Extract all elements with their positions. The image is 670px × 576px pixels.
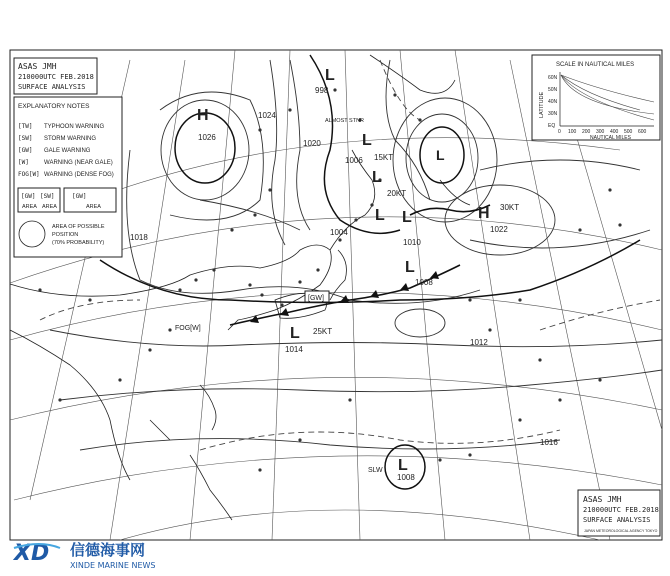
- wind-speed-label: 15KT: [374, 153, 394, 162]
- area-code-gw: [GW]: [21, 193, 36, 200]
- logo-mark: XD: [14, 541, 50, 566]
- scale-title: SCALE IN NAUTICAL MILES: [556, 62, 635, 68]
- gale-warning-label: [GW]: [308, 295, 324, 302]
- pressure-label-1016: 1016: [540, 438, 558, 447]
- scale-x-tick: 400: [610, 129, 619, 135]
- legend-code: FOG[W]: [18, 171, 40, 178]
- logo-chinese: 信德海事网: [70, 541, 146, 559]
- footer-line-1: ASAS JMH: [583, 495, 622, 504]
- legend-text: TYPHOON WARNING: [44, 124, 105, 130]
- footer-agency: JAPAN METEOROLOGICAL AGENCY TOKYO: [584, 529, 658, 533]
- pressure-label-1018: 1018: [130, 233, 148, 242]
- legend-title: EXPLANATORY NOTES: [18, 103, 90, 110]
- pressure-label-1012: 1012: [470, 338, 488, 347]
- area-word: AREA: [86, 204, 101, 210]
- footer-info-box: [578, 490, 660, 536]
- low-symbol: L: [325, 67, 335, 84]
- low-symbol: L: [402, 209, 412, 226]
- scale-lat-tick: 60N: [548, 75, 558, 81]
- scale-lat-tick: 40N: [548, 99, 558, 105]
- area-code-sw: [SW]: [40, 193, 55, 200]
- scale-x-tick: 500: [624, 129, 633, 135]
- footer-line-2: 210000UTC FEB.2018: [583, 506, 659, 514]
- scale-x-tick: 300: [596, 129, 605, 135]
- pressure-label-1008b: 1008: [397, 473, 415, 482]
- legend-text: WARNING (DENSE FOG): [44, 172, 114, 178]
- scale-x-label: NAUTICAL MILES: [590, 135, 631, 141]
- pressure-label-1020: 1020: [303, 139, 321, 148]
- slw-label: SLW: [368, 467, 383, 474]
- explanatory-notes-box: [14, 97, 122, 257]
- header-line-3: SURFACE ANALYSIS: [18, 83, 86, 91]
- scale-lat-tick: 50N: [548, 87, 558, 93]
- scale-x-tick: 200: [582, 129, 591, 135]
- pressure-label-1006: 1006: [345, 156, 363, 165]
- pressure-label-1004: 1004: [330, 228, 348, 237]
- low-symbol: L: [375, 207, 385, 224]
- legend-code: [W]: [18, 159, 29, 166]
- area-word: AREA: [22, 204, 37, 210]
- high-symbol: H: [197, 107, 209, 124]
- area-word: AREA: [42, 204, 57, 210]
- possible-position-line: POSITION: [52, 232, 79, 238]
- scale-x-tick: 600: [638, 129, 647, 135]
- wind-speed-label: 30KT: [500, 203, 520, 212]
- scale-x-tick: 100: [568, 129, 577, 135]
- legend-text: STORM WARNING: [44, 136, 96, 142]
- pressure-label-1026: 1026: [198, 133, 216, 142]
- wind-speed-label: 25KT: [313, 327, 333, 336]
- scale-x-tick: 0: [558, 129, 561, 135]
- pressure-label-1024: 1024: [258, 111, 276, 120]
- pressure-label-1022: 1022: [490, 225, 508, 234]
- scale-lat-label: LATITUDE: [539, 91, 545, 118]
- low-symbol: L: [362, 132, 372, 149]
- legend-code: [TW]: [18, 123, 33, 130]
- legend-code: [SW]: [18, 135, 33, 142]
- low-symbol: L: [398, 457, 408, 474]
- header-line-1: ASAS JMH: [18, 62, 57, 71]
- high-symbol: H: [478, 205, 490, 222]
- legend-text: GALE WARNING: [44, 148, 91, 154]
- low-symbol: L: [436, 147, 445, 163]
- almost-stationary-label: ALMOST STNR: [325, 118, 365, 124]
- low-symbol: L: [290, 325, 300, 342]
- xinde-logo: [12, 541, 155, 570]
- scale-lat-tick: EQ: [548, 123, 556, 129]
- scale-lat-tick: 30N: [548, 111, 558, 117]
- legend-text: WARNING (NEAR GALE): [44, 160, 113, 166]
- pressure-label-1010: 1010: [403, 238, 421, 247]
- fog-warning-label: FOG[W]: [175, 325, 201, 332]
- header-line-2: 210000UTC FEB.2018: [18, 73, 94, 81]
- pressure-label-1014: 1014: [285, 345, 303, 354]
- possible-position-line: (70% PROBABILITY): [52, 240, 105, 246]
- wind-speed-label: 20KT: [387, 189, 407, 198]
- header-info-box: [14, 58, 97, 94]
- low-symbol: L: [405, 259, 415, 276]
- footer-line-3: SURFACE ANALYSIS: [583, 516, 651, 524]
- area-code-gw: [GW]: [72, 193, 87, 200]
- pressure-label-1008: 1008: [415, 278, 433, 287]
- legend-code: [GW]: [18, 147, 33, 154]
- low-symbol: L: [372, 169, 382, 186]
- nautical-scale-box: [532, 55, 660, 141]
- possible-position-line: AREA OF POSSIBLE: [52, 224, 105, 230]
- pressure-label-998: 998: [315, 86, 329, 95]
- logo-english: XINDE MARINE NEWS: [70, 561, 156, 570]
